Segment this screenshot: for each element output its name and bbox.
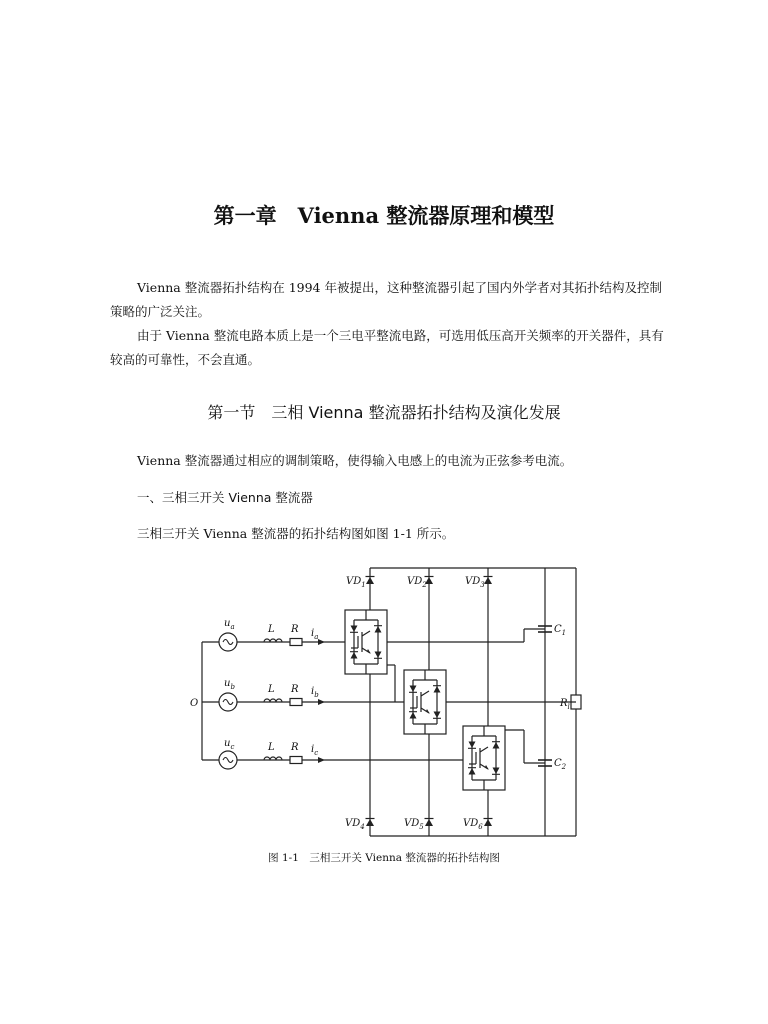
svg-text:R: R [291, 742, 299, 753]
neutral-label: O [190, 698, 199, 709]
svg-text:ia: $i_a$ [311, 628, 319, 641]
svg-text:VD6: $VD_6$ [463, 818, 483, 831]
svg-text:uc: $u_c$ [224, 738, 235, 751]
subsection-paragraph-1: 三相三开关 Vienna 整流器的拓扑结构图如图 1-1 所示。 [137, 526, 455, 541]
svg-text:L: L [268, 624, 275, 635]
svg-text:ub: $u_b$ [224, 678, 235, 691]
subsection-heading: 一、三相三开关 Vienna 整流器 [137, 490, 313, 505]
svg-text:Rl: $R_l$ [560, 698, 570, 711]
svg-text:R: R [291, 684, 299, 695]
intro-paragraph-1: Vienna 整流器拓扑结构在 1994 年被提出，这种整流器引起了国内外学者对其拓扑结构及控制策略的广泛关注。 [110, 280, 662, 319]
svg-text:ic: $i_c$ [311, 744, 319, 757]
svg-text:VD3: $VD_3$ [465, 576, 485, 589]
section-paragraph-1: Vienna 整流器通过相应的调制策略，使得输入电感上的电流为正弦参考电流。 [137, 453, 573, 468]
svg-text:VD5: $VD_5$ [404, 818, 424, 831]
svg-text:C1: $C_1$ [554, 624, 567, 637]
intro-paragraph-2: 由于 Vienna 整流电路本质上是一个三电平整流电路，可选用低压高开关频率的开关器件，具有较高的可靠性，不会直通。 [110, 328, 664, 367]
svg-text:L: L [268, 742, 275, 753]
figure-caption: 图 1-1 三相三开关 Vienna 整流器的拓扑结构图 [268, 852, 500, 864]
svg-text:VD2: $VD_2$ [407, 576, 427, 589]
svg-text:ib: $i_b$ [311, 686, 319, 699]
svg-text:ua: $u_a$ [224, 618, 235, 631]
vienna-rectifier-circuit-diagram [180, 560, 600, 850]
svg-text:C2: $C_2$ [554, 758, 567, 771]
svg-text:R: R [291, 624, 299, 635]
svg-text:VD4: $VD_4$ [345, 818, 365, 831]
svg-text:L: L [268, 684, 275, 695]
chapter-title: 第一章 Vienna 整流器原理和模型 [213, 203, 555, 228]
section-title: 第一节 三相 Vienna 整流器拓扑结构及演化发展 [207, 403, 561, 422]
svg-text:VD1: $VD_1$ [346, 576, 366, 589]
